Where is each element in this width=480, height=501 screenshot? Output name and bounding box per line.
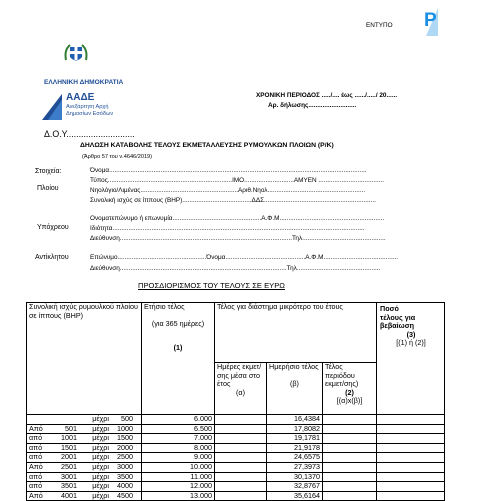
annual-fee-cell: 7.000 — [142, 434, 215, 444]
range-to-w: μέχρι — [92, 414, 109, 423]
range-to: 4500 — [117, 490, 133, 500]
range-to-w: μέχρι — [92, 433, 109, 443]
table-row — [27, 472, 445, 482]
range-to-w: μέχρι — [92, 442, 109, 452]
aade-subtitle-2: Δημοσίων Εσόδων — [66, 111, 114, 117]
total-input-cell[interactable] — [377, 424, 445, 434]
obligor-capacity-field[interactable]: Ιδιότητα.............................................................................................................................................. — [90, 225, 365, 232]
table-row — [27, 434, 445, 444]
period-fee-input-cell[interactable] — [323, 491, 377, 501]
form-code: Ρ — [424, 10, 437, 31]
annual-fee-cell: 10.000 — [142, 462, 215, 472]
range-to-w: μέχρι — [92, 481, 109, 491]
header-annual: Ετήσιο τέλος (για 365 ημέρες) (1) — [142, 303, 215, 415]
range-to: 500 — [121, 414, 133, 423]
period-fee-input-cell[interactable] — [323, 443, 377, 453]
total-input-cell[interactable] — [377, 415, 445, 425]
declaration-number-field[interactable]: Αρ. δήλωσης........................... — [268, 102, 357, 109]
fee-table — [26, 302, 445, 501]
ship-power-field[interactable]: Συνολική ισχύς σε ίππους (ΒΗΡ).......................................ΔΔΣ............................................................... — [90, 197, 376, 204]
ship-type-field[interactable]: Τύπος......................................................................ΙΜΟ............................ΑΜΥΕΝ ..................................... — [90, 177, 385, 184]
range-from-w: Από — [29, 490, 43, 500]
ship-section-label-2: Πλοίου — [37, 185, 59, 192]
annual-fee-cell: 13.000 — [142, 491, 215, 501]
coat-of-arms-logo — [62, 40, 90, 70]
annual-fee-cell: 6.000 — [142, 415, 215, 425]
range-from: 4001 — [61, 490, 77, 500]
obligor-name-field[interactable]: Ονοματεπώνυμο ή επωνυμία..................................................Α.Φ.Μ........................................................... — [90, 215, 385, 222]
daily-fee-cell: 27,3973 — [267, 462, 323, 472]
daily-fee-cell: 19,1781 — [267, 434, 323, 444]
daily-fee-cell: 30,1370 — [267, 472, 323, 482]
power-range-cell — [27, 491, 142, 501]
range-from: 2001 — [61, 452, 77, 462]
period-field[interactable]: ΧΡΟΝΙΚΗ ΠΕΡΙΟΔΟΣ ...../.... έως ....../...../ 20...... — [256, 92, 398, 99]
form-label: ΕΝΤΥΠΟ — [366, 22, 393, 29]
total-input-cell[interactable] — [377, 482, 445, 492]
range-from-w: από — [29, 442, 43, 452]
agent-address-field[interactable]: Διεύθυνση..............................................................................................Τηλ............................................... — [90, 265, 381, 272]
annual-fee-cell: 12.000 — [142, 482, 215, 492]
daily-fee-cell: 17,8082 — [267, 424, 323, 434]
range-to: 1500 — [117, 433, 133, 443]
period-fee-input-cell[interactable] — [323, 472, 377, 482]
power-range-cell — [27, 472, 142, 482]
period-fee-input-cell[interactable] — [323, 462, 377, 472]
days-input-cell[interactable] — [215, 443, 267, 453]
range-to: 4000 — [117, 481, 133, 491]
aade-subtitle-1: Ανεξάρτητη Αρχή — [66, 104, 109, 110]
table-row — [27, 424, 445, 434]
table-row — [27, 453, 445, 463]
ship-name-field[interactable]: Όνομα................................................................................................................................................. — [90, 167, 367, 174]
period-fee-input-cell[interactable] — [323, 453, 377, 463]
range-from: 1501 — [61, 442, 77, 452]
state-name: ΕΛΛΗΝΙΚΗ ΔΗΜΟΚΡΑΤΙΑ — [44, 79, 124, 86]
total-input-cell[interactable] — [377, 491, 445, 501]
header-power: Συνολική ισχύς ρυμουλκού πλοίου σε ίππους (ΒΗΡ) — [27, 303, 142, 415]
days-input-cell[interactable] — [215, 491, 267, 501]
table-row — [27, 415, 445, 425]
daily-fee-cell: 32,8767 — [267, 482, 323, 492]
aade-logo-icon — [42, 94, 62, 120]
range-to-w: μέχρι — [92, 461, 109, 471]
range-from-w: από — [29, 471, 43, 481]
daily-fee-cell: 21,9178 — [267, 443, 323, 453]
power-range-cell — [27, 434, 142, 444]
tax-office-field[interactable]: Δ.Ο.Υ............................ — [44, 129, 135, 139]
days-input-cell[interactable] — [215, 462, 267, 472]
range-to: 2000 — [117, 442, 133, 452]
range-to-w: μέχρι — [92, 452, 109, 462]
days-input-cell[interactable] — [215, 453, 267, 463]
annual-fee-cell: 6.500 — [142, 424, 215, 434]
calculation-title: ΠΡΟΣΔΙΟΡΙΣΜΟΣ ΤΟΥ ΤΕΛΟΥΣ ΣΕ ΕΥΡΩ — [138, 281, 285, 290]
range-to: 2500 — [117, 452, 133, 462]
header-daily: Ημερήσιο τέλος (β) — [267, 363, 323, 415]
ship-section-label: Στοιχεία: — [35, 168, 62, 175]
range-from-w: Από — [29, 461, 43, 471]
total-input-cell[interactable] — [377, 462, 445, 472]
days-input-cell[interactable] — [215, 424, 267, 434]
total-input-cell[interactable] — [377, 453, 445, 463]
header-total: Ποσό τέλους για βεβαίωση (3) [(1) ή (2)] — [377, 303, 445, 415]
days-input-cell[interactable] — [215, 482, 267, 492]
annual-fee-cell: 9.000 — [142, 453, 215, 463]
period-fee-input-cell[interactable] — [323, 434, 377, 444]
form-code-badge — [420, 8, 438, 36]
range-to-w: μέχρι — [92, 490, 109, 500]
total-input-cell[interactable] — [377, 434, 445, 444]
daily-fee-cell: 35,6164 — [267, 491, 323, 501]
range-to-w: μέχρι — [92, 423, 109, 433]
aade-logo-text: ΑΑΔΕ — [66, 92, 95, 103]
days-input-cell[interactable] — [215, 434, 267, 444]
header-days: Ημέρες εκμετ/σης μέσα στο έτος (α) — [215, 363, 267, 415]
period-fee-input-cell[interactable] — [323, 424, 377, 434]
obligor-address-field[interactable]: Διεύθυνση.................................................................................................Τηλ............................................... — [90, 235, 386, 242]
period-fee-input-cell[interactable] — [323, 482, 377, 492]
obligor-section-label: Υπόχρεου — [37, 224, 69, 231]
range-from: 1001 — [61, 433, 77, 443]
range-from-w: Από — [29, 423, 43, 433]
range-from: 2501 — [61, 461, 77, 471]
range-to: 1000 — [117, 423, 133, 433]
power-range-cell — [27, 415, 142, 425]
ship-registry-field[interactable]: Νηολόγιο/Λιμένας.......................................................Αριθ.Νηολ....................................................... — [90, 187, 366, 194]
range-from-w: από — [29, 481, 43, 491]
range-to: 3000 — [117, 461, 133, 471]
table-row — [27, 443, 445, 453]
aade-triangle-icon — [42, 94, 62, 120]
range-to: 3500 — [117, 471, 133, 481]
range-from-w: από — [29, 433, 43, 443]
power-range-cell — [27, 462, 142, 472]
power-range-cell — [27, 482, 142, 492]
agent-section-label: Αντίκλητου — [35, 254, 69, 261]
form-title: ΔΗΛΩΣΗ ΚΑΤΑΒΟΛΗΣ ΤΕΛΟΥΣ ΕΚΜΕΤΑΛΛΕΥΣΗΣ ΡΥΜΟΥΛΚΩΝ ΠΛΟΙΩΝ (Ρ/Κ) — [80, 142, 334, 149]
annual-fee-cell: 8.000 — [142, 443, 215, 453]
range-from: 3501 — [61, 481, 77, 491]
daily-fee-cell: 16,4384 — [267, 415, 323, 425]
daily-fee-cell: 24,6575 — [267, 453, 323, 463]
form-subtitle: (Άρθρο 57 του ν.4646/2019) — [82, 154, 153, 160]
range-from: 501 — [65, 423, 77, 433]
range-to-w: μέχρι — [92, 471, 109, 481]
coat-of-arms-icon — [62, 40, 90, 70]
table-row — [27, 491, 445, 501]
annual-fee-cell: 11.000 — [142, 472, 215, 482]
range-from-w: από — [29, 452, 43, 462]
table-row — [27, 462, 445, 472]
agent-business-field[interactable]: Επώνυμο..................................................Όνομα.............................................Α.Φ.Μ.......................................... — [90, 254, 399, 261]
total-input-cell[interactable] — [377, 472, 445, 482]
header-period-fee: Τέλος περιόδου εκμετ/σης) (2) [(α)x(β)] — [323, 363, 377, 415]
days-input-cell[interactable] — [215, 415, 267, 425]
header-period: Τέλος για διάστημα μικρότερο του έτους — [215, 303, 377, 363]
period-fee-input-cell[interactable] — [323, 415, 377, 425]
days-input-cell[interactable] — [215, 472, 267, 482]
total-input-cell[interactable] — [377, 443, 445, 453]
range-from: 3001 — [61, 471, 77, 481]
table-row — [27, 482, 445, 492]
